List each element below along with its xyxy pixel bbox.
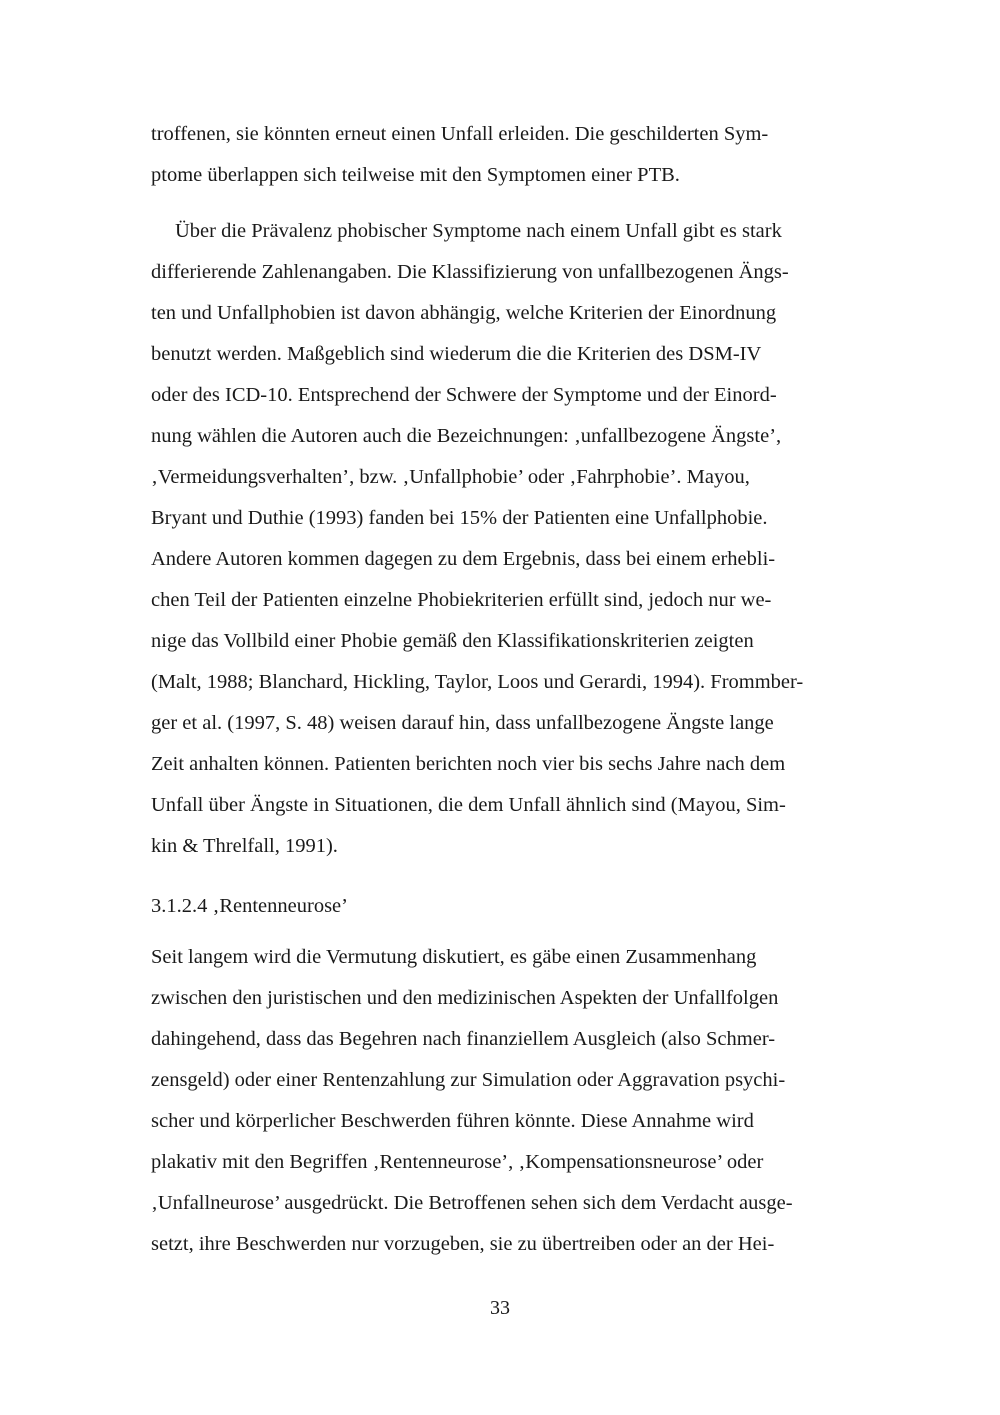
text-line: Zeit anhalten können. Patienten berichten noch vier bis sechs Jahre nach dem xyxy=(151,753,786,775)
text-line: nung wählen die Autoren auch die Bezeichnungen: ‚unfallbezogene Ängste’, xyxy=(151,425,782,447)
text-line: dahingehend, dass das Begehren nach finanziellem Ausgleich (also Schmer- xyxy=(151,1028,776,1050)
section-heading: 3.1.2.4 ‚Rentenneurose’ xyxy=(151,895,348,917)
text-line: scher und körperlicher Beschwerden führen könnte. Diese Annahme wird xyxy=(151,1110,754,1132)
text-line: ten und Unfallphobien ist davon abhängig, welche Kriterien der Einordnung xyxy=(151,302,777,324)
text-line: plakativ mit den Begriffen ‚Rentenneurose’, ‚Kompensationsneurose’ oder xyxy=(151,1151,764,1173)
text-line: kin & Threlfall, 1991). xyxy=(151,835,338,857)
text-line: ger et al. (1997, S. 48) weisen darauf hin, dass unfallbezogene Ängste lange xyxy=(151,712,774,734)
text-line: oder des ICD-10. Entsprechend der Schwere der Symptome und der Einord- xyxy=(151,384,777,406)
text-line: ‚Unfallneurose’ ausgedrückt. Die Betroffenen sehen sich dem Verdacht ausge- xyxy=(151,1192,793,1214)
text-line: Bryant und Duthie (1993) fanden bei 15% der Patienten eine Unfallphobie. xyxy=(151,507,768,529)
text-line: nige das Vollbild einer Phobie gemäß den Klassifikationskriterien zeigten xyxy=(151,630,754,652)
text-line: Unfall über Ängste in Situationen, die dem Unfall ähnlich sind (Mayou, Sim- xyxy=(151,794,786,816)
text-line: zwischen den juristischen und den medizinischen Aspekten der Unfallfolgen xyxy=(151,987,779,1009)
text-line: benutzt werden. Maßgeblich sind wiederum die die Kriterien des DSM-IV xyxy=(151,343,762,365)
text-line: zensgeld) oder einer Rentenzahlung zur Simulation oder Aggravation psychi- xyxy=(151,1069,786,1091)
text-line: Über die Prävalenz phobischer Symptome nach einem Unfall gibt es stark xyxy=(175,220,782,242)
text-line: (Malt, 1988; Blanchard, Hickling, Taylor, Loos und Gerardi, 1994). Frommber- xyxy=(151,671,804,693)
text-line: ptome überlappen sich teilweise mit den Symptomen einer PTB. xyxy=(151,164,680,186)
text-line: troffenen, sie könnten erneut einen Unfall erleiden. Die geschilderten Sym- xyxy=(151,123,769,145)
text-line: Andere Autoren kommen dagegen zu dem Ergebnis, dass bei einem erhebli- xyxy=(151,548,776,570)
text-line: chen Teil der Patienten einzelne Phobiekriterien erfüllt sind, jedoch nur we- xyxy=(151,589,772,611)
page-number: 33 xyxy=(490,1297,510,1319)
text-line: Seit langem wird die Vermutung diskutiert, es gäbe einen Zusammenhang xyxy=(151,946,757,968)
text-line: ‚Vermeidungsverhalten’, bzw. ‚Unfallphobie’ oder ‚Fahrphobie’. Mayou, xyxy=(151,466,750,488)
text-line: differierende Zahlenangaben. Die Klassifizierung von unfallbezogenen Ängs- xyxy=(151,261,789,283)
text-line: setzt, ihre Beschwerden nur vorzugeben, sie zu übertreiben oder an der Hei- xyxy=(151,1233,775,1255)
